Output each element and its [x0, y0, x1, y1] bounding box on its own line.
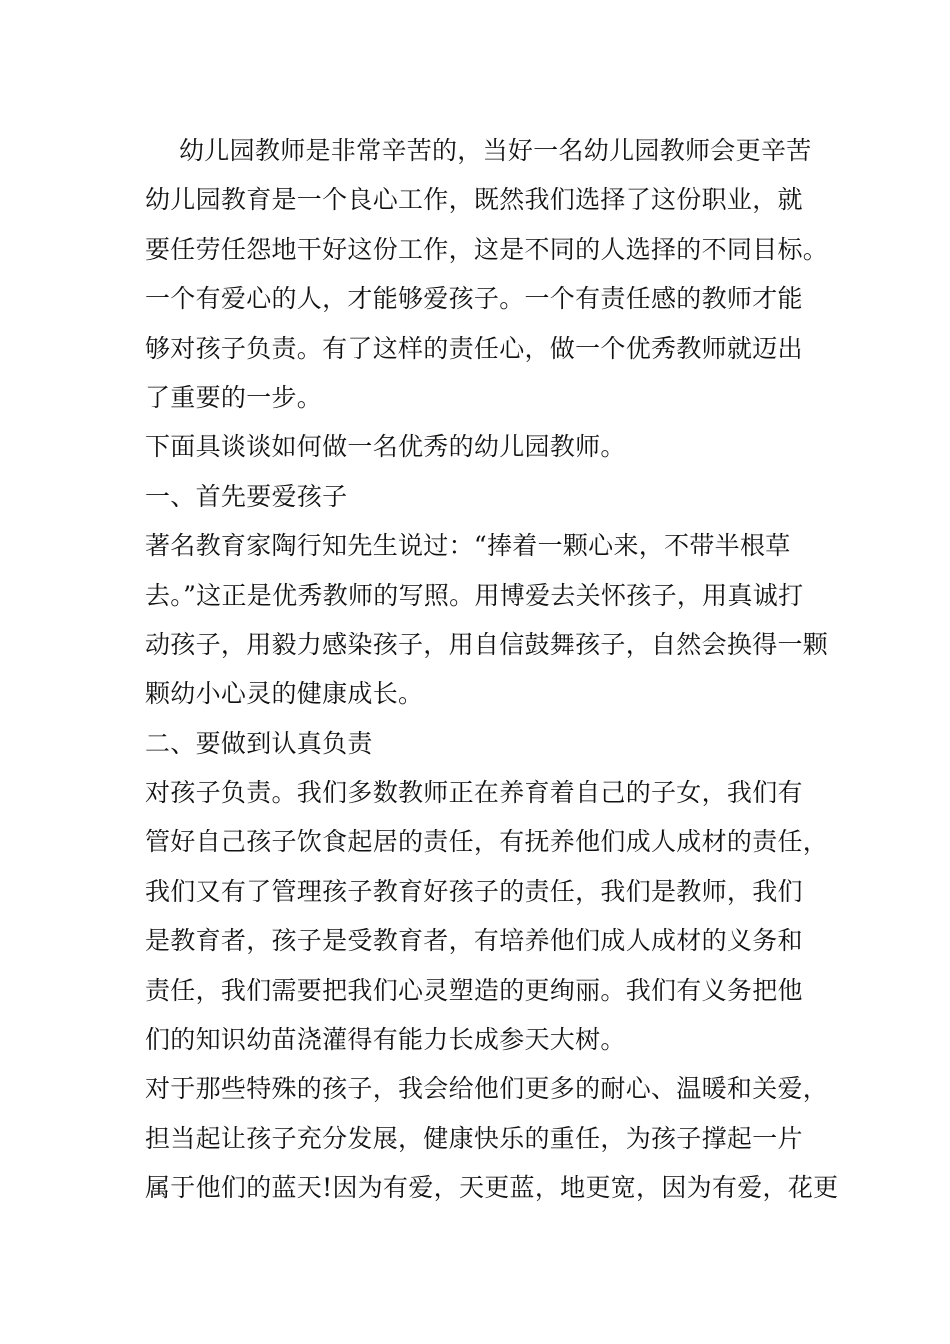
paragraph-line: 们的知识幼苗浇灌得有能力长成参天大树。: [145, 1025, 626, 1055]
paragraph-line: 了重要的一步。: [145, 382, 323, 412]
section-heading: 一、首先要爱孩子: [145, 481, 348, 511]
paragraph-line: 管好自己孩子饮食起居的责任，有抚养他们成人成材的责任，: [145, 827, 829, 857]
paragraph-line: 下面具谈谈如何做一名优秀的幼儿园教师。: [145, 432, 626, 462]
paragraph-line: 属于他们的蓝天!因为有爱，天更蓝，地更宽，因为有爱，花更: [145, 1173, 839, 1203]
paragraph-line: 著名教育家陶行知先生说过：“捧着一颗心来，不带半根草: [145, 531, 791, 561]
paragraph-line: 要任劳任怨地干好这份工作，这是不同的人选择的不同目标。: [145, 234, 829, 264]
paragraph-line: 对孩子负责。我们多数教师正在养育着自己的子女，我们有: [145, 778, 803, 808]
paragraph-line: 担当起让孩子充分发展，健康快乐的重任，为孩子撑起一片: [145, 1123, 803, 1153]
paragraph-line: 对于那些特殊的孩子，我会给他们更多的耐心、温暖和关爱，: [145, 1074, 829, 1104]
paragraph-line: 动孩子，用毅力感染孩子，用自信鼓舞孩子，自然会换得一颗: [145, 629, 829, 659]
document-body: [145, 126, 839, 1213]
paragraph-line: 责任，我们需要把我们心灵塑造的更绚丽。我们有义务把他: [145, 975, 803, 1005]
paragraph-line: 颗幼小心灵的健康成长。: [145, 679, 424, 709]
paragraph-line: 是教育者，孩子是受教育者，有培养他们成人成材的义务和: [145, 926, 803, 956]
paragraph-line: 一个有爱心的人，才能够爱孩子。一个有责任感的教师才能: [145, 284, 803, 314]
paragraph-line: 幼儿园教师是非常辛苦的，当好一名幼儿园教师会更辛苦: [179, 136, 812, 165]
section-heading: 二、要做到认真负责: [145, 728, 373, 758]
paragraph-line: 我们又有了管理孩子教育好孩子的责任，我们是教师，我们: [145, 876, 803, 906]
paragraph-line: 幼儿园教育是一个良心工作，既然我们选择了这份职业，就: [145, 185, 803, 215]
paragraph-line: 去。”这正是优秀教师的写照。用博爱去关怀孩子，用真诚打: [145, 580, 804, 610]
paragraph-line: 够对孩子负责。有了这样的责任心，做一个优秀教师就迈出: [145, 333, 803, 363]
